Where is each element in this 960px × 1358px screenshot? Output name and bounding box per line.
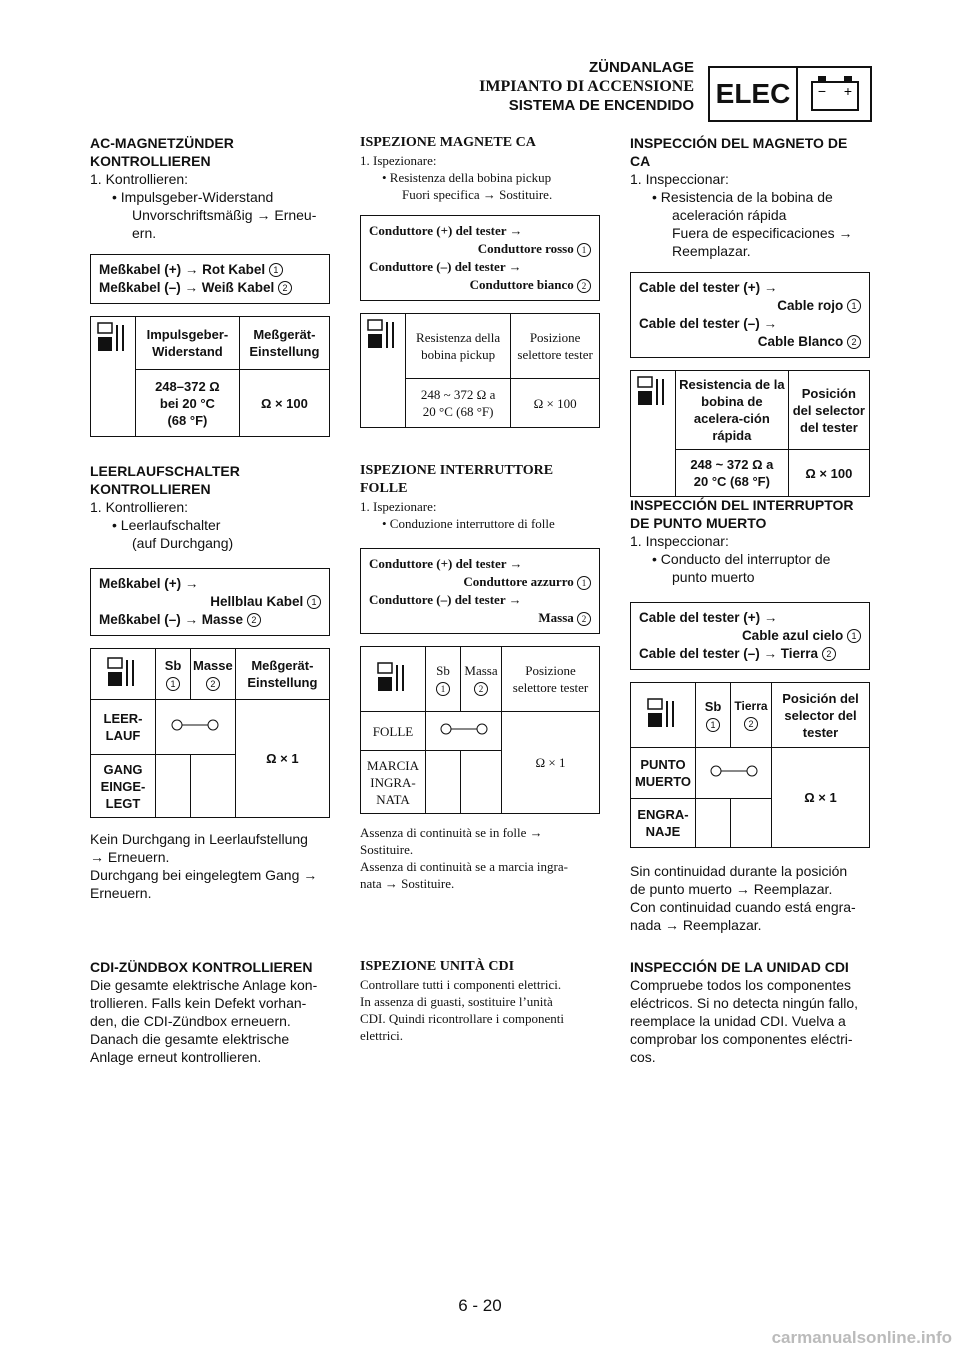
es-s3-l5: cos. xyxy=(630,1049,656,1065)
es-s1-title: INSPECCIÓN DEL MAGNETO DE CA xyxy=(630,135,848,169)
es-s2-title: INSPECCIÓN DEL INTERRUPTOR DE PUNTO MUERTO xyxy=(630,497,854,531)
it-s2-step: 1. Ispezionare: xyxy=(360,499,437,514)
es-th2: Posición del selector del tester xyxy=(788,371,869,450)
it-s1-bullet: • Resistenza della bobina pickup xyxy=(382,170,552,185)
es-col-sb: Sb 1 xyxy=(696,683,731,748)
de-s2 xyxy=(90,462,330,902)
it-s3 xyxy=(360,958,600,1044)
de-th1: Impulsgeber-Widerstand xyxy=(136,317,240,370)
it-s3-l4: elettrici. xyxy=(360,1028,403,1043)
battery-icon xyxy=(798,68,870,120)
de-s1-title: AC-MAGNETZÜNDER KONTROLLIEREN xyxy=(90,135,234,169)
multimeter-icon xyxy=(91,649,156,700)
it-s2-bullet: • Conduzione interruttore di folle xyxy=(382,516,555,531)
de-s3-l4: Danach die gesamte elektrische xyxy=(90,1031,290,1047)
it-td2: Ω × 100 xyxy=(511,379,600,428)
de-col-setting: Meßgerät-Einstellung xyxy=(235,649,329,700)
elec-label: ELEC xyxy=(710,68,798,120)
es-s3-l1: Compruebe todos los componentes xyxy=(630,977,852,993)
it-th1: Resistenza della bobina pickup xyxy=(406,314,511,379)
it-s1-title: ISPEZIONE MAGNETE CA xyxy=(360,135,536,150)
header-de: ZÜNDANLAGE xyxy=(589,59,694,76)
es-s1-note2: Reemplazar. xyxy=(672,243,751,259)
de-s1-table xyxy=(90,316,330,437)
de-s3-l3: den, die CDI-Zündbox erneuern. xyxy=(90,1013,291,1029)
de-s2-note: (auf Durchgang) xyxy=(132,535,234,551)
multimeter-icon xyxy=(361,314,406,428)
it-s3-l3: CDI. Quindi ricontrollare i componenti xyxy=(360,1011,564,1026)
de-s2-bullet: • Leerlaufschalter xyxy=(112,517,221,533)
es-s3 xyxy=(630,958,870,1066)
es-s2-text3: Con continuidad cuando está engra- xyxy=(630,899,856,915)
de-td2: Ω × 100 xyxy=(239,370,329,437)
continuity-symbol xyxy=(696,748,772,799)
es-s2-bullet2: punto muerto xyxy=(672,569,755,585)
de-s1-note: Unvorschriftsmäßig → Erneu- xyxy=(132,207,317,223)
de-s3 xyxy=(90,958,330,1066)
it-row-folle: FOLLE xyxy=(361,712,426,751)
continuity-symbol xyxy=(156,700,236,755)
es-s2-table xyxy=(630,682,870,848)
it-td1: 248 ~ 372 Ω a 20 °C (68 °F) xyxy=(406,379,511,428)
it-s2 xyxy=(360,462,600,892)
es-s1-box: Cable del tester (+) → Cable rojo 1 Cable del tester (–) → Cable Blanco 2 xyxy=(630,272,870,358)
multimeter-icon xyxy=(361,647,426,712)
battery-minus: − xyxy=(817,83,827,99)
it-th2: Posizione selettore tester xyxy=(511,314,600,379)
de-col-sb: Sb 1 xyxy=(156,649,191,700)
it-s2-box: Conduttore (+) del tester → Conduttore azzurro 1 Conduttore (–) del tester → Massa 2 xyxy=(360,548,600,634)
it-col-sb: Sb 1 xyxy=(426,647,461,712)
it-col-setting: Posizione selettore tester xyxy=(502,647,600,712)
it-s1-note: Fuori specifica → Sostituire. xyxy=(402,187,553,202)
es-th1: Resistencia de la bobina de acelera-ción rápida xyxy=(676,371,789,450)
de-s3-l5: Anlage erneut kontrollieren. xyxy=(90,1049,262,1065)
de-s2-text4: Erneuern. xyxy=(90,885,152,901)
es-col-tierra: Tierra 2 xyxy=(731,683,772,748)
de-s3-l1: Die gesamte elektrische Anlage kon- xyxy=(90,977,318,993)
it-s2-text1: Assenza di continuità se in folle → xyxy=(360,825,543,840)
it-col-massa: Massa 2 xyxy=(461,647,502,712)
es-s2-step: 1. Inspeccionar: xyxy=(630,533,729,549)
de-s2-title: LEERLAUFSCHALTER KONTROLLIEREN xyxy=(90,463,240,497)
es-s2-box: Cable del tester (+) → Cable azul cielo 1 Cable del tester (–) → Tierra 2 xyxy=(630,602,870,670)
es-s1-step: 1. Inspeccionar: xyxy=(630,171,729,187)
multimeter-icon xyxy=(631,683,696,748)
es-s2-text4: nada → Reemplazar. xyxy=(630,917,762,933)
page-number: 6 - 20 xyxy=(458,1296,502,1315)
de-s1-bullet: • Impulsgeber-Widerstand xyxy=(112,189,274,205)
de-td1: 248–372 Ω bei 20 °C (68 °F) xyxy=(136,370,240,437)
es-s2-text1: Sin continuidad durante la posición xyxy=(630,863,848,879)
es-s1-bullet: • Resistencia de la bobina de xyxy=(652,189,833,205)
de-s2-step: 1. Kontrollieren: xyxy=(90,499,189,515)
de-row-gang: GANG EINGE-LEGT xyxy=(91,755,156,818)
continuity-symbol xyxy=(426,712,502,751)
battery-plus: + xyxy=(843,83,853,99)
section-header xyxy=(479,58,694,115)
it-s2-title: ISPEZIONE INTERRUTTORE FOLLE xyxy=(360,463,554,496)
multimeter-icon xyxy=(631,371,676,497)
de-s1-box: Meßkabel (+) → Rot Kabel 1 Meßkabel (–) → Weiß Kabel 2 xyxy=(90,254,330,304)
es-s3-l2: eléctricos. Si no detecta ningún fallo, xyxy=(630,995,859,1011)
es-s1-table xyxy=(630,370,870,497)
column-es xyxy=(630,134,870,497)
es-s2-text2: de punto muerto → Reemplazar. xyxy=(630,881,833,897)
de-col-masse: Masse 2 xyxy=(191,649,236,700)
it-s1-box: Conduttore (+) del tester → Conduttore rosso 1 Conduttore (–) del tester → Conduttore bianco 2 xyxy=(360,215,600,301)
de-val: Ω × 1 xyxy=(235,700,329,818)
es-row-engranaje: ENGRA-NAJE xyxy=(631,799,696,848)
it-s3-l1: Controllare tutti i componenti elettrici. xyxy=(360,977,562,992)
it-val: Ω × 1 xyxy=(502,712,600,814)
es-s3-l4: comprobar los componentes eléctri- xyxy=(630,1031,853,1047)
de-s2-box: Meßkabel (+) → Hellblau Kabel 1 Meßkabel (–) → Masse 2 xyxy=(90,568,330,636)
it-s1-table xyxy=(360,313,600,428)
it-row-marcia: MARCIA INGRA-NATA xyxy=(361,751,426,814)
de-row-leerlauf: LEER-LAUF xyxy=(91,700,156,755)
de-s3-title: CDI-ZÜNDBOX KONTROLLIEREN xyxy=(90,959,313,975)
de-s1-note2: ern. xyxy=(132,225,157,241)
it-s2-table xyxy=(360,646,600,814)
it-s3-title: ISPEZIONE UNITÀ CDI xyxy=(360,959,515,974)
de-th2: Meßgerät-Einstellung xyxy=(239,317,329,370)
it-s3-l2: In assenza di guasti, sostituire l’unità xyxy=(360,994,553,1009)
es-s2-bullet: • Conducto del interruptor de xyxy=(652,551,831,567)
watermark: carmanualsonline.info xyxy=(771,1328,952,1347)
es-td1: 248 ~ 372 Ω a 20 °C (68 °F) xyxy=(676,450,789,497)
es-td2: Ω × 100 xyxy=(788,450,869,497)
es-s1-note: Fuera de especificaciones → xyxy=(672,225,853,241)
es-s3-title: INSPECCIÓN DE LA UNIDAD CDI xyxy=(630,959,849,975)
it-s1-step: 1. Ispezionare: xyxy=(360,153,437,168)
de-s2-text2: → Erneuern. xyxy=(90,849,170,865)
es-row-punto: PUNTO MUERTO xyxy=(631,748,696,799)
de-s1-step: 1. Kontrollieren: xyxy=(90,171,189,187)
header-es: SISTEMA DE ENCENDIDO xyxy=(508,97,694,114)
elec-badge xyxy=(708,66,872,122)
es-s2 xyxy=(630,496,870,934)
es-val: Ω × 1 xyxy=(772,748,870,848)
de-s2-text3: Durchgang bei eingelegtem Gang → xyxy=(90,867,318,883)
es-s1-bullet2: aceleración rápida xyxy=(672,207,787,223)
it-s2-text4: nata → Sostituire. xyxy=(360,876,455,891)
de-s2-text1: Kein Durchgang in Leerlaufstellung xyxy=(90,831,308,847)
column-de xyxy=(90,134,330,437)
column-it xyxy=(360,134,600,428)
multimeter-icon xyxy=(91,317,136,437)
es-s3-l3: reemplace la unidad CDI. Vuelva a xyxy=(630,1013,846,1029)
header-it: IMPIANTO DI ACCENSIONE xyxy=(479,78,694,95)
it-s2-text2: Sostituire. xyxy=(360,842,414,857)
es-col-setting: Posición del selector del tester xyxy=(772,683,870,748)
de-s3-l2: trollieren. Falls kein Defekt vorhan- xyxy=(90,995,307,1011)
it-s2-text3: Assenza di continuità se a marcia ingra- xyxy=(360,859,568,874)
de-s2-table xyxy=(90,648,330,818)
